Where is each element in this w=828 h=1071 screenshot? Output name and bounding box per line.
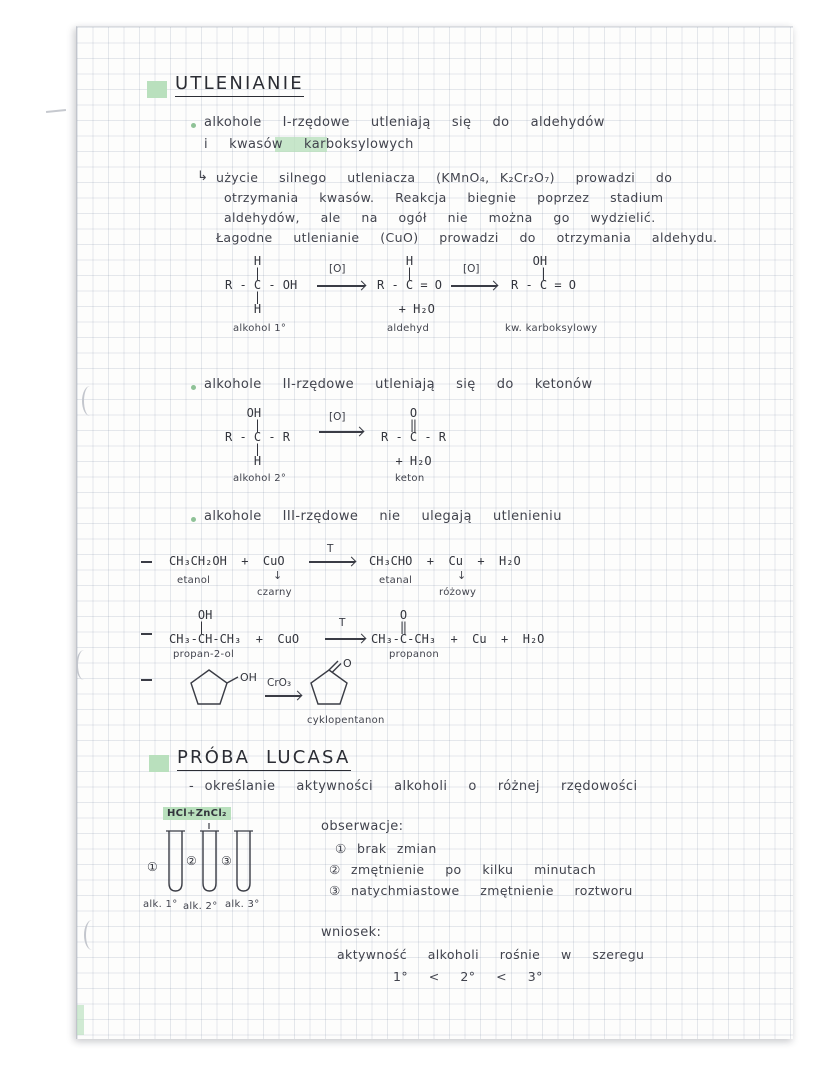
label-rozowy: różowy [439,587,477,598]
binder-mark [82,386,98,416]
conclusion-line2: 1° < 2° < 3° [393,969,543,984]
rxnA-left-formula: CH₃CH₂OH + CuO [169,554,285,568]
oxidant-label: [O] [329,263,346,275]
tube-label-alk3: alk. 3° [225,899,260,910]
note-line3: aldehydów, ale na ogół nie można go wydzielić. [224,210,656,225]
test-tube [169,831,182,891]
tube-number-2: ② [186,854,197,868]
tube-number-3: ③ [221,854,232,868]
down-arrow: ↓ [273,569,283,582]
structure-ketone: O ‖ R - C - R + H₂O [381,406,447,468]
pentagon-ring [191,670,227,704]
bond-line [227,677,238,683]
bullet-dot [191,123,196,128]
reaction-arrow [309,561,355,563]
dash-marker [141,633,152,635]
note-line2: otrzymania kwasów. Reakcja biegnie poprzez stadium [224,190,664,205]
label-propanon: propanon [389,649,440,660]
title-highlight-square [149,755,169,772]
label-keton: keton [395,473,425,484]
bullet-dot [191,385,196,390]
rxnB-left-formula: OH | CH₃-CH-CH₃ + CuO [169,608,300,646]
reagent-label: HCl+ZnCl₂ [163,807,231,820]
binder-mark [76,650,92,680]
label-czarny: czarny [257,587,292,598]
temperature-label: T [327,543,334,555]
bullet3-line: alkohole III-rzędowe nie ulegają utlenieniu [204,509,562,524]
test-tubes-diagram [137,823,297,905]
label-etanal: etanal [379,575,413,586]
label-kw-karboksylowy: kw. karboksylowy [505,323,598,334]
observations-title: obserwacje: [321,819,404,834]
title-highlight-square [147,81,167,98]
structure-aldehyde: H | R - C = O + H₂O [377,254,443,316]
edge-highlight-mark [77,1005,84,1035]
label-propan-2-ol: propan-2-ol [173,649,235,660]
oxidant-label: [O] [463,263,480,275]
label-etanol: etanol [177,575,211,586]
label-cyklopentanon: cyklopentanon [307,715,385,726]
pentagon-ring [311,670,347,704]
bullet1-line2: i kwasów karboksylowych [204,137,414,152]
label-alkohol-2: alkohol 2° [233,473,287,484]
structure-carboxylic-acid: OH | R - C = O [511,254,577,292]
cro3-label: CrO₃ [267,677,292,689]
test-tube [237,831,250,891]
reaction-arrow [265,695,301,697]
lucas-subtitle: - określanie aktywności alkoholi o różnej rzędowości [189,779,638,794]
notebook-page [76,26,793,1039]
reaction-arrow [319,431,363,433]
label-aldehyd: aldehyd [387,323,430,334]
reaction-arrow [451,285,497,287]
section-title-utlenianie: UTLENIANIE [175,73,304,97]
rxnB-right-formula: O ‖ CH₃-C-CH₃ + Cu + H₂O [371,608,545,646]
observation-2: ② zmętnienie po kilku minutach [329,862,597,877]
structure-secondary-alcohol: OH | R - C - R | H [225,406,291,468]
bullet2-line: alkohole II-rzędowe utleniają się do ketonów [204,377,593,392]
down-arrow: ↓ [457,569,467,582]
bullet1-line1: alkohole I-rzędowe utleniają się do aldehydów [204,115,605,130]
reaction-arrow [325,638,365,640]
binder-mark [46,109,66,113]
test-tube [203,831,216,891]
tube-number-1: ① [147,860,158,874]
hydroxyl-label: OH [240,671,257,684]
cyclopentanol-structure [183,663,263,715]
observation-3: ③ natychmiastowe zmętnienie roztworu [329,883,633,898]
reaction-arrow [317,285,365,287]
conclusion-title: wniosek: [321,925,382,940]
tube-label-alk1: alk. 1° [143,899,178,910]
temperature-label: T [339,617,346,629]
bullet-dot [191,517,196,522]
tube-label-alk2: alk. 2° [183,901,218,912]
conclusion-line1: aktywność alkoholi rośnie w szeregu [337,947,645,962]
dash-marker [141,561,152,563]
note-arrow: ↳ [197,169,209,184]
cyclopentanone-structure [305,657,375,715]
observation-1: ① brak zmian [335,841,437,856]
dash-marker [141,679,152,681]
carbonyl-oxygen-label: O [343,657,352,670]
rxnA-right-formula: CH₃CHO + Cu + H₂O [369,554,521,568]
structure-primary-alcohol: H | R - C - OH | H [225,254,298,316]
label-alkohol-1: alkohol 1° [233,323,287,334]
note-line1: użycie silnego utleniacza (KMnO₄, K₂Cr₂O₇) prowadzi do [216,170,673,185]
oxidant-label: [O] [329,411,346,423]
note-line4: Łagodne utlenianie (CuO) prowadzi do otrzymania aldehydu. [216,230,718,245]
section-title-proba-lucasa: PRÓBA LUCASA [177,747,351,771]
binder-mark [84,920,100,950]
